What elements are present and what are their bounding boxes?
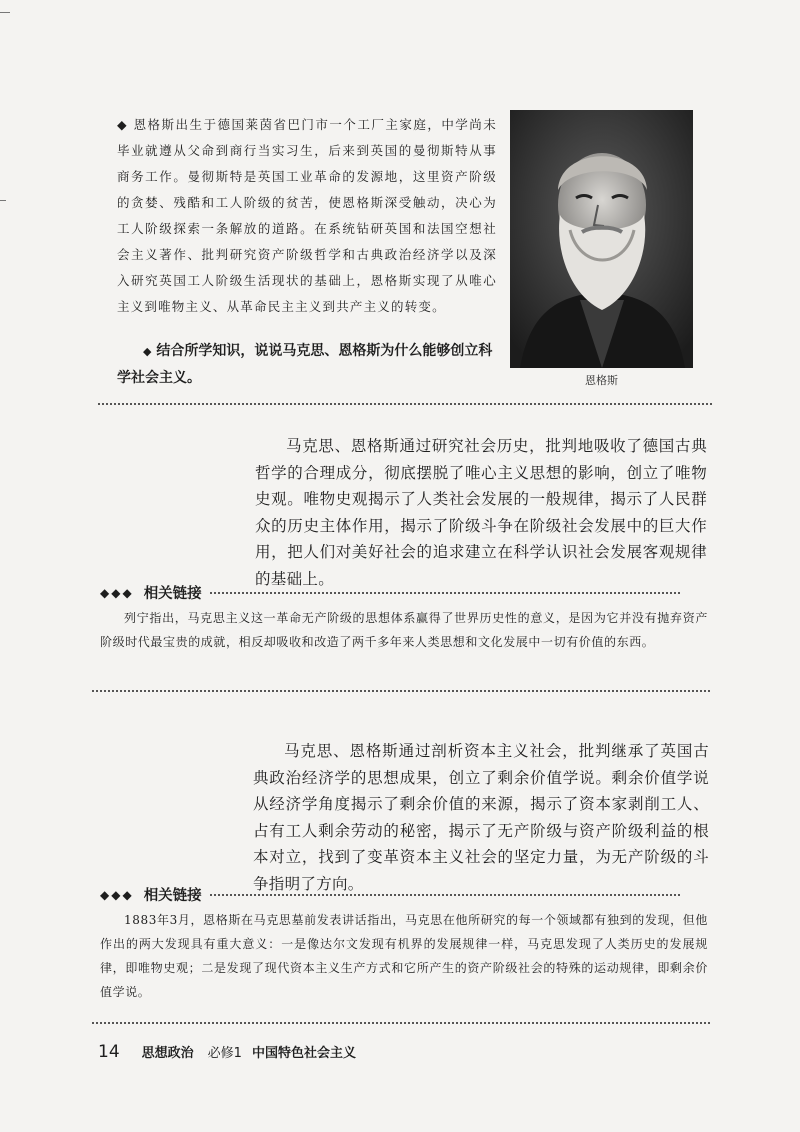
related-link-body-2: 1883年3月，恩格斯在马克思墓前发表讲话指出，马克思在他所研究的每一个领域都有独到的发现，但他作出的两大发现具有重大意义：一是像达尔文发现有机界的发展规律一样，马克思发现了人类历史的发展规律，即唯物史观；二是发现了现代资本主义生产方式和它所产生的资产阶级社会的特殊的运动规律，即剩余价值学说。 [100,913,708,999]
book-subtitle: 中国特色社会主义 [251,1046,356,1061]
diamonds-icon: ◆◆◆ [100,887,134,902]
engels-portrait [510,110,693,368]
related-link-body-1-block [100,606,708,654]
margin-tick [0,12,10,13]
main-paragraph-1: 马克思、恩格斯通过研究社会历史，批判地吸收了德国古典哲学的合理成分，彻底摆脱了唯心主义思想的影响，创立了唯物史观。唯物史观揭示了人类社会发展的一般规律，揭示了人民群众的历史主体作用，揭示了阶级斗争在阶级社会发展中的巨大作用，把人们对美好社会的追求建立在科学认识社会发展客观规律的基础上。 [255,437,707,588]
related-link-header-2 [100,884,680,905]
portrait-caption: 恩格斯 [585,374,618,387]
main-paragraph-2-block [253,738,709,897]
main-paragraph-1-block [255,433,707,592]
sidebar-paragraph: ◆ 恩格斯出生于德国莱茵省巴门市一个工厂主家庭，中学尚未毕业就遵从父命到商行当实习生，后来到英国的曼彻斯特从事商务工作。曼彻斯特是英国工业革命的发源地，这里资产阶级的贪婪、残酷和工人阶级的贫苦，使恩格斯深受触动，决心为工人阶级探索一条解放的道路。在系统钻研英国和法国空想社会主义著作、批判研究资产阶级哲学和古典政治经济学以及深入研究英国工人阶级生活现状的基础上，恩格斯实现了从唯心主义到唯物主义、从革命民主主义到共产主义的转变。 [117,117,497,314]
sidebar-block [117,112,497,391]
margin-tick [0,200,6,201]
page-number: 14 [98,1042,120,1062]
related-link-title-2: 相关链接 [143,888,202,904]
volume-label: 必修1 [207,1046,242,1061]
section-divider [98,403,712,405]
related-link-title-1: 相关链接 [143,586,202,602]
page-footer [98,1042,356,1062]
engels-portrait-image [510,110,693,368]
related-link-header-1 [100,582,680,603]
section-divider [92,1022,710,1024]
question-text: 结合所学知识，说说马克思、恩格斯为什么能够创立科学社会主义。 [117,343,493,386]
header-rule [210,894,680,896]
question-marker-icon: ◆ [143,345,152,358]
related-link-body-1: 列宁指出，马克思主义这一革命无产阶级的思想体系赢得了世界历史性的意义，是因为它并没有抛弃资产阶级时代最宝贵的成就，相反却吸收和改造了两千多年来人类思想和文化发展中一切有价值的东西。 [100,611,708,649]
main-paragraph-2: 马克思、恩格斯通过剖析资本主义社会，批判继承了英国古典政治经济学的思想成果，创立了剩余价值学说。剩余价值学说从经济学角度揭示了剩余价值的来源，揭示了资本家剥削工人、占有工人剩余劳动的秘密，揭示了无产阶级与资产阶级利益的根本对立，找到了变革资本主义社会的坚定力量，为无产阶级的斗争指明了方向。 [253,742,709,893]
section-divider [92,690,710,692]
related-link-body-2-block [100,908,708,1004]
book-title: 思想政治 [141,1046,194,1061]
header-rule [210,592,680,594]
discussion-question [117,338,497,391]
diamonds-icon: ◆◆◆ [100,585,134,600]
